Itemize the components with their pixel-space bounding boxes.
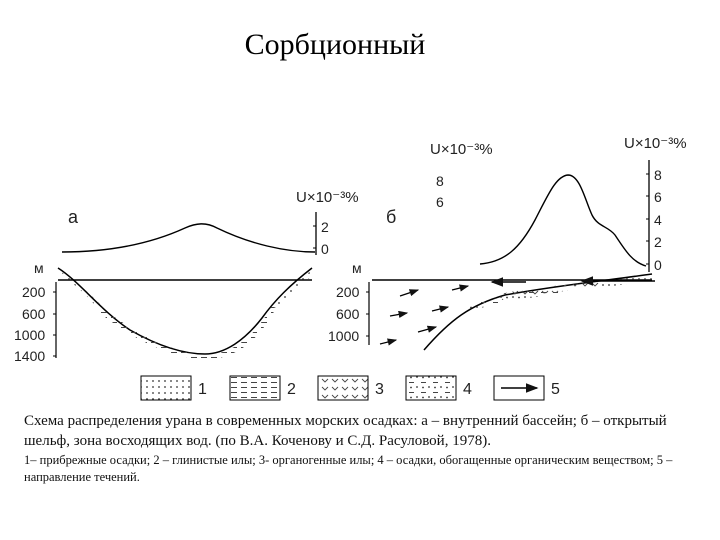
legend-label: 3 <box>375 381 384 398</box>
panel-b-depth-label: 200 <box>336 284 360 300</box>
panel-a-coastal-sediment <box>58 270 100 304</box>
legend-swatch-coastal-sediment <box>141 376 191 400</box>
panel-b-letter: б <box>386 207 397 227</box>
panel-b-u-tick-label-left: 6 <box>436 194 444 210</box>
panel-b-u-axis-label-right: U×10⁻³% <box>624 135 687 152</box>
panel-b-u-tick-label: 2 <box>654 234 662 250</box>
panel-b-u-tick-label-left: 8 <box>436 173 444 189</box>
panel-b-uranium-curve <box>480 175 646 266</box>
panel-b-depth-label: 600 <box>336 306 360 322</box>
panel-a-u-axis-label: U×10⁻³% <box>296 189 359 206</box>
caption-main: Схема распределения урана в современных морских осадках: а – внутренний бассейн; б – открытый шельф, зона восходящих вод. (по В.А. Коченову и С.Д. Расуловой, 1978). <box>24 413 667 449</box>
panel-b-depth-unit: м <box>352 260 362 276</box>
legend-label: 5 <box>551 381 560 398</box>
panel-a-uranium-curve <box>62 224 315 252</box>
panel-a-depth-label: 600 <box>22 306 46 322</box>
legend-swatch-organic-rich-sediment <box>406 376 456 400</box>
panel-a-coastal-sediment <box>273 270 312 306</box>
legend-label: 4 <box>463 381 472 398</box>
panel-b-u-tick-label: 4 <box>654 212 662 228</box>
panel-b-u-tick-label: 6 <box>654 189 662 205</box>
current-arrow <box>380 340 396 344</box>
panel-b-organogenic-silt <box>500 282 600 300</box>
panel-a-depth-label: 200 <box>22 284 46 300</box>
panel-b-u-tick-label: 8 <box>654 167 662 183</box>
panel-a-depth-unit: м <box>34 260 44 276</box>
caption-legend-text: 1– прибрежные осадки; 2 – глинистые илы; 3- органогенные илы; 4 – осадки, обогащенные органическим веществом; 5 – направление течений. <box>24 453 673 484</box>
current-arrow <box>400 290 418 296</box>
panel-b-u-axis-label-left: U×10⁻³% <box>430 141 493 158</box>
legend-swatch-clay-silt <box>230 376 280 400</box>
legend <box>141 376 560 400</box>
panel-b-u-tick-label: 0 <box>654 257 662 273</box>
current-arrow <box>452 286 468 290</box>
panel-a-depth-label: 1400 <box>14 348 46 364</box>
panel-a-u-tick-label: 2 <box>321 219 329 235</box>
panel-b-depth-label: 1000 <box>328 328 360 344</box>
panel-a-depth-label: 1000 <box>14 327 46 343</box>
current-arrow <box>432 307 448 311</box>
legend-swatch-organogenic-silt <box>318 376 368 400</box>
current-arrow <box>390 313 407 316</box>
legend-label: 1 <box>198 381 207 398</box>
panel-a-letter: а <box>68 207 79 227</box>
panel-a <box>14 189 359 364</box>
panel-b-shelf-profile <box>424 274 652 350</box>
legend-label: 2 <box>287 381 296 398</box>
current-arrow <box>418 327 436 332</box>
panel-a-u-tick-label: 0 <box>321 241 329 257</box>
slide-title: Сорбционный <box>244 28 426 61</box>
panel-b <box>328 135 687 350</box>
